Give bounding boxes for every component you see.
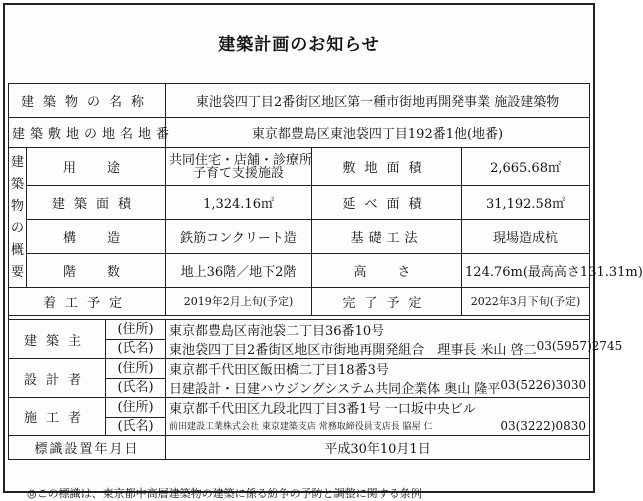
use-row bbox=[9, 148, 590, 186]
owner-name-tag: (氏名) bbox=[106, 339, 166, 359]
owner-name: 東池袋四丁目2番街区地区市街地再開発組合 理事長 米山 啓二 bbox=[169, 343, 537, 358]
completion-value: 2022年3月下旬(予定) bbox=[462, 288, 590, 316]
notice-title: 建築計画のお知らせ bbox=[218, 34, 380, 55]
contractor-name: 前田建設工業株式会社 東京建築支店 常務取締役員支店長 脇屋 仁 bbox=[169, 421, 433, 432]
total-floor-area-label: 延べ面積 bbox=[312, 186, 462, 220]
total-floor-area-value: 31,192.58㎡ bbox=[462, 186, 590, 220]
foundation-label: 基礎工法 bbox=[312, 220, 462, 254]
contractor-label: 施工者 bbox=[9, 398, 106, 436]
notice-board bbox=[3, 3, 643, 500]
posting-value: 平成30年10月1日 bbox=[166, 435, 590, 459]
designer-name-tag: (氏名) bbox=[106, 378, 166, 398]
designer-name: 日建設計・日建ハウジングシステム共同企業体 奥山 隆平 bbox=[169, 382, 501, 397]
contractor-name-cell bbox=[166, 417, 590, 435]
posting-label: 標識設置年月日 bbox=[9, 435, 166, 459]
floors-row bbox=[9, 254, 590, 288]
structure-value: 鉄筋コンクリート造 bbox=[166, 220, 312, 254]
building-area-value: 1,324.16㎡ bbox=[166, 186, 312, 220]
start-label: 着工予定 bbox=[9, 288, 166, 316]
posting-row bbox=[9, 435, 590, 459]
designer-address: 東京都千代田区飯田橋二丁目18番3号 bbox=[166, 359, 590, 379]
structure-row bbox=[9, 220, 590, 254]
contractor-address-row bbox=[9, 398, 590, 418]
use-value: 共同住宅・店舗・診療所 子育て支援施設 bbox=[166, 148, 312, 186]
bottom-note: ◎この標識は、東京都中高層建築物の建築に係る紛争の予防と調整に関する条例 bbox=[27, 487, 422, 500]
site-area-label: 敷地面積 bbox=[312, 148, 462, 186]
height-label: 高 さ bbox=[312, 254, 462, 288]
site-address-value: 東京都豊島区東池袋四丁目192番1他(地番) bbox=[166, 118, 590, 148]
area-row bbox=[9, 186, 590, 220]
owner-name-cell bbox=[166, 339, 623, 359]
designer-name-cell bbox=[166, 378, 590, 398]
height-value: 124.76m(最高高さ131.31m) bbox=[462, 254, 590, 288]
building-name-row bbox=[9, 84, 590, 118]
schedule-row bbox=[9, 288, 590, 316]
structure-label: 構 造 bbox=[27, 220, 166, 254]
designer-address-row bbox=[9, 359, 590, 379]
owner-tel: 03(5957)2745 bbox=[536, 339, 623, 353]
owner-label: 建築主 bbox=[9, 320, 106, 359]
floors-label: 階 数 bbox=[27, 254, 166, 288]
site-address-label: 建築敷地の地名地番 bbox=[9, 118, 166, 148]
building-name-value: 東池袋四丁目2番街区地区第一種市街地再開発事業 施設建築物 bbox=[166, 84, 590, 118]
building-name-label: 建築物の名称 bbox=[9, 84, 166, 118]
contractor-address-tag: (住所) bbox=[106, 398, 166, 418]
site-address-row bbox=[9, 118, 590, 148]
start-value: 2019年2月上旬(予定) bbox=[166, 288, 312, 316]
owner-address-row bbox=[9, 320, 590, 340]
designer-address-tag: (住所) bbox=[106, 359, 166, 379]
designer-label: 設計者 bbox=[9, 359, 106, 398]
foundation-value: 現場造成杭 bbox=[462, 220, 590, 254]
owner-address: 東京都豊島区南池袋二丁目36番10号 bbox=[166, 320, 590, 340]
overview-vertical-label: 建 築 物 の 概 要 bbox=[9, 148, 27, 288]
owner-address-tag: (住所) bbox=[106, 320, 166, 340]
floors-value: 地上36階／地下2階 bbox=[166, 254, 312, 288]
contractor-tel: 03(3222)0830 bbox=[500, 418, 587, 433]
completion-label: 完了予定 bbox=[312, 288, 462, 316]
building-area-label: 建築面積 bbox=[27, 186, 166, 220]
site-area-value: 2,665.68㎡ bbox=[462, 148, 590, 186]
notice-table bbox=[8, 83, 643, 460]
contractor-name-tag: (氏名) bbox=[106, 417, 166, 435]
contractor-address: 東京都千代田区九段北四丁目3番1号 一口坂中央ビル bbox=[166, 398, 590, 418]
use-label: 用 途 bbox=[27, 148, 166, 186]
designer-tel: 03(5226)3030 bbox=[500, 378, 587, 392]
